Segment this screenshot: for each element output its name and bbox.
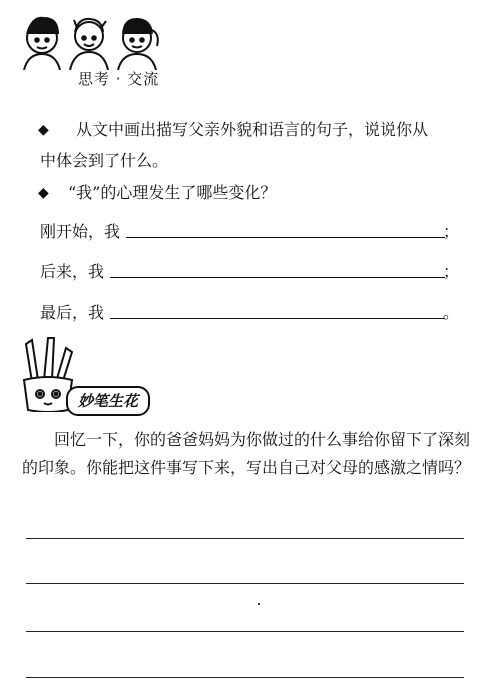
question-2: “我”的心理发生了哪些变化？ bbox=[68, 183, 277, 202]
fill-row-2 bbox=[40, 261, 465, 283]
fill-row-3 bbox=[40, 302, 465, 324]
bullet-icon: ◆ bbox=[38, 185, 49, 201]
writing-prompt: 回忆一下，你的爸爸妈妈为你做过的什么事给你留下了深刻的印象。你能把这件事写下来，写出自己对父母的感激之情吗？ bbox=[22, 430, 471, 477]
fill-label: 最后，我 bbox=[40, 303, 105, 322]
section-title: 思考 · 交流 bbox=[78, 70, 160, 88]
question-1-line-2: 中体会到了什么。 bbox=[40, 151, 169, 170]
answer-blank[interactable] bbox=[110, 277, 445, 278]
writing-line[interactable] bbox=[26, 631, 464, 632]
writing-line[interactable] bbox=[26, 583, 464, 584]
writing-line[interactable] bbox=[26, 677, 464, 678]
answer-blank[interactable] bbox=[126, 237, 445, 238]
bullet-icon: ◆ bbox=[38, 122, 49, 138]
fill-label: 刚开始，我 bbox=[40, 222, 121, 241]
three-children-icon bbox=[14, 8, 164, 70]
fill-end-mark: ； bbox=[442, 262, 459, 281]
fill-label: 后来，我 bbox=[40, 262, 105, 281]
fill-end-mark: ； bbox=[442, 222, 459, 241]
writing-line[interactable] bbox=[26, 538, 464, 539]
question-1-line-1: 从文中画出描写父亲外貌和语言的句子，说说你从 bbox=[76, 120, 429, 139]
fill-row-1 bbox=[40, 221, 465, 243]
answer-blank[interactable] bbox=[110, 318, 445, 319]
writing-section-badge: 妙笔生花 bbox=[66, 386, 150, 416]
fill-end-mark: 。 bbox=[442, 303, 459, 322]
ink-dot bbox=[258, 603, 260, 605]
